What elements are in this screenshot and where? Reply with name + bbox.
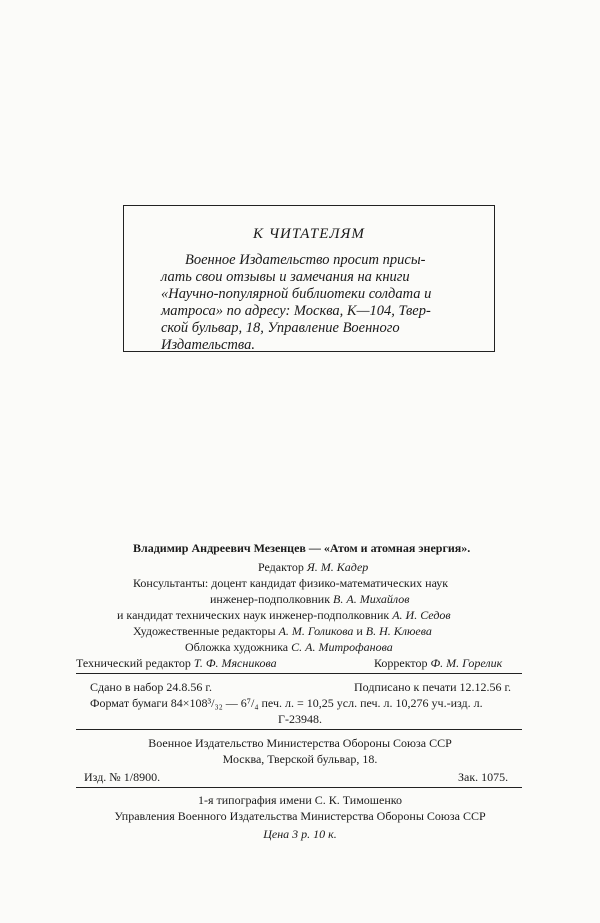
notice-line-1: Военное Издательство просит присы- — [185, 252, 426, 268]
printer-line-2: Управления Военного Издательства Министерства Обороны Союза ССР — [114, 809, 486, 823]
notice-line-5: ской бульвар, 18, Управление Военного — [161, 320, 400, 336]
cover-label: Обложка художника — [185, 640, 289, 654]
consultants-line: Консультанты: доцент кандидат физико-математических наук — [133, 576, 449, 590]
consultant-2-prefix: и кандидат технических наук инженер-подполковник — [117, 608, 390, 622]
tech-editor-label: Технический редактор — [76, 656, 191, 670]
publisher-line-2: Москва, Тверской бульвар, 18. — [222, 752, 378, 766]
publisher-line-1: Военное Издательство Министерства Обороны Союза ССР — [148, 736, 452, 750]
consultant-2-name: А. И. Седов — [392, 608, 451, 622]
corrector-label: Корректор — [374, 656, 428, 670]
art-editors-label: Художественные редакторы — [133, 624, 276, 638]
consultant-1-name: В. А. Михайлов — [333, 592, 410, 606]
notice-line-4: матроса» по адресу: Москва, К—104, Твер- — [161, 303, 431, 319]
divider-1 — [76, 673, 522, 674]
editor-name: Я. М. Кадер — [306, 560, 369, 574]
cover-name: С. А. Митрофанова — [291, 640, 393, 654]
submitted-date: Сдано в набор 24.8.56 г. — [90, 680, 212, 694]
zak-number: Зак. 1075. — [458, 770, 509, 784]
corrector-line — [374, 656, 502, 670]
corrector-name: Ф. М. Горелик — [430, 656, 503, 670]
cover-line — [185, 640, 393, 654]
art-editors-and: и — [356, 624, 363, 638]
notice-line-2: лать свои отзывы и замечания на книги — [161, 269, 410, 285]
consultant-1 — [210, 592, 409, 606]
editor-line — [258, 560, 368, 574]
art-editor-2: В. Н. Клюева — [365, 624, 432, 638]
art-editors-line — [133, 624, 432, 638]
notice-line-3: «Научно-популярной библиотеки солдата и — [161, 286, 432, 302]
divider-2 — [76, 729, 522, 730]
printer-line-1: 1-я типография имени С. К. Тимошенко — [197, 793, 403, 807]
book-title: Владимир Андреевич Мезенцев — «Атом и атомная энергия». — [133, 541, 471, 555]
tech-editor-line — [76, 656, 277, 670]
consultant-2 — [117, 608, 451, 622]
signed-date: Подписано к печати 12.12.56 г. — [354, 680, 512, 694]
editor-label: Редактор — [258, 560, 304, 574]
tech-editor-name: Т. Ф. Мясникова — [193, 656, 277, 670]
code-number: Г-23948. — [278, 712, 322, 726]
notice-title: К ЧИТАТЕЛЯМ — [253, 226, 365, 242]
notice-line-6: Издательства. — [161, 337, 255, 353]
paper-format: Формат бумаги 84×108³/₃₂ — 6⁷/₄ печ. л. = 10,25 усл. печ. л. 10,276 уч.-изд. л. — [90, 696, 483, 710]
consultant-1-prefix: инженер-подполковник — [210, 592, 331, 606]
art-editor-1: А. М. Голикова — [278, 624, 354, 638]
divider-3 — [76, 787, 522, 788]
price: Цена 3 р. 10 к. — [263, 827, 337, 841]
izd-number: Изд. № 1/8900. — [84, 770, 161, 784]
